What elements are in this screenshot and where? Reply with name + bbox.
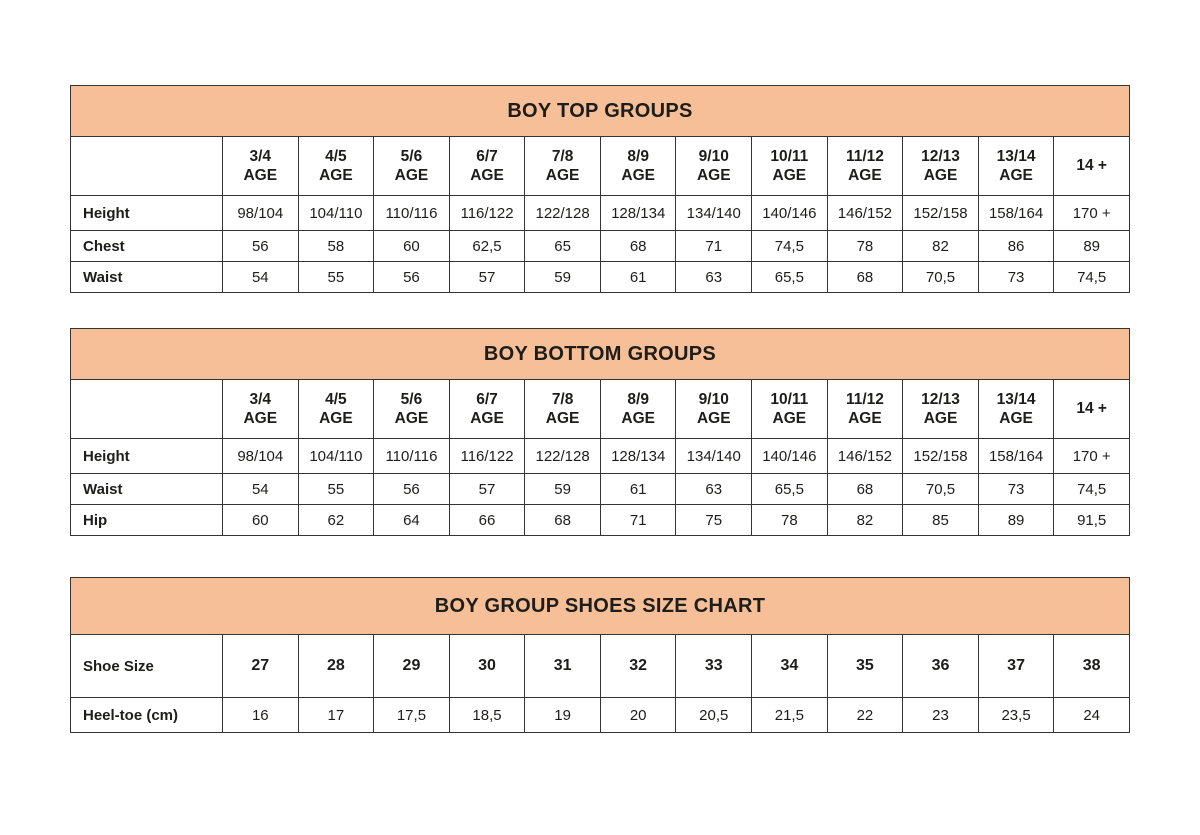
value-cell: 61 — [600, 262, 676, 293]
value-cell: 116/122 — [449, 439, 525, 474]
value-cell: 33 — [676, 635, 752, 698]
value-cell: 170 + — [1054, 196, 1130, 231]
age-column-header — [600, 137, 676, 196]
row-label: Waist — [71, 262, 223, 293]
table-title-row — [71, 86, 1130, 137]
age-range: 6/7 — [476, 147, 498, 165]
age-column-header — [298, 380, 374, 439]
age-range: 9/10 — [698, 390, 729, 408]
age-word: AGE — [999, 167, 1033, 184]
value-cell: 104/110 — [298, 196, 374, 231]
corner-cell — [71, 380, 223, 439]
age-column-header — [525, 137, 601, 196]
value-cell: 61 — [600, 474, 676, 505]
value-cell: 20,5 — [676, 698, 752, 733]
age-range: 12/13 — [921, 147, 960, 165]
value-cell: 57 — [449, 474, 525, 505]
age-word: AGE — [696, 410, 731, 427]
age-word: AGE — [545, 410, 580, 427]
value-cell: 56 — [374, 262, 450, 293]
value-cell: 89 — [978, 505, 1054, 536]
boy-top-groups-table — [70, 85, 1130, 293]
value-cell: 152/158 — [903, 439, 979, 474]
row-label: Height — [71, 439, 223, 474]
age-column-header — [676, 137, 752, 196]
value-cell: 17,5 — [374, 698, 450, 733]
value-cell: 31 — [525, 635, 601, 698]
age-range: 12/13 — [921, 390, 960, 408]
row-label: Hip — [71, 505, 223, 536]
value-cell: 140/146 — [752, 196, 828, 231]
value-cell: 34 — [752, 635, 828, 698]
age-range: 13/14 — [996, 147, 1036, 165]
age-range: 7/8 — [551, 390, 574, 408]
age-word: AGE — [319, 410, 353, 427]
value-cell: 75 — [676, 505, 752, 536]
value-cell: 71 — [600, 505, 676, 536]
age-column-header — [374, 137, 450, 196]
age-column-header — [1054, 137, 1130, 196]
value-cell: 17 — [298, 698, 374, 733]
measurement-row — [71, 231, 1130, 262]
age-range: 10/11 — [770, 390, 809, 408]
value-cell: 70,5 — [903, 262, 979, 293]
value-cell: 82 — [827, 505, 903, 536]
age-word: AGE — [243, 167, 278, 184]
age-column-header — [374, 380, 450, 439]
value-cell: 65,5 — [752, 262, 828, 293]
age-range: 4/5 — [325, 147, 347, 165]
age-range: 11/12 — [845, 147, 884, 165]
age-header-row — [71, 380, 1130, 439]
age-range: 4/5 — [325, 390, 347, 408]
size-table — [70, 328, 1130, 536]
value-cell: 110/116 — [374, 196, 450, 231]
value-cell: 27 — [223, 635, 299, 698]
age-column-header — [978, 137, 1054, 196]
table-title-row — [71, 578, 1130, 635]
age-word: AGE — [848, 167, 882, 184]
value-cell: 158/164 — [978, 196, 1054, 231]
age-column-header — [827, 380, 903, 439]
value-cell: 64 — [374, 505, 450, 536]
age-word: AGE — [621, 410, 655, 427]
measurement-row — [71, 505, 1130, 536]
value-cell: 16 — [223, 698, 299, 733]
age-word: AGE — [772, 167, 807, 184]
value-cell: 36 — [903, 635, 979, 698]
age-column-header — [752, 380, 828, 439]
age-word: AGE — [243, 410, 278, 427]
value-cell: 63 — [676, 474, 752, 505]
age-range: 3/4 — [249, 147, 272, 165]
age-range: 10/11 — [770, 147, 809, 165]
age-range: 13/14 — [996, 390, 1036, 408]
age-word: AGE — [621, 167, 655, 184]
value-cell: 73 — [978, 474, 1054, 505]
age-word: AGE — [319, 167, 353, 184]
value-cell: 74,5 — [1054, 262, 1130, 293]
value-cell: 134/140 — [676, 196, 752, 231]
value-cell: 110/116 — [374, 439, 450, 474]
value-cell: 60 — [374, 231, 450, 262]
row-label: Heel-toe (cm) — [71, 698, 223, 733]
size-table — [70, 85, 1130, 293]
value-cell: 21,5 — [752, 698, 828, 733]
value-cell: 71 — [676, 231, 752, 262]
age-range: 14 + — [1076, 400, 1107, 418]
value-cell: 65 — [525, 231, 601, 262]
boy-bottom-groups-table — [70, 328, 1130, 536]
value-cell: 55 — [298, 262, 374, 293]
age-column-header — [449, 380, 525, 439]
age-word: AGE — [394, 410, 429, 427]
value-cell: 63 — [676, 262, 752, 293]
age-word: AGE — [923, 167, 958, 184]
age-range: 14 + — [1076, 157, 1107, 175]
measurement-row — [71, 698, 1130, 733]
value-cell: 23,5 — [978, 698, 1054, 733]
value-cell: 146/152 — [827, 196, 903, 231]
measurement-row — [71, 474, 1130, 505]
value-cell: 68 — [600, 231, 676, 262]
age-range: 6/7 — [476, 390, 498, 408]
table-title: BOY GROUP SHOES SIZE CHART — [71, 578, 1130, 635]
age-column-header — [298, 137, 374, 196]
measurement-row — [71, 439, 1130, 474]
value-cell: 28 — [298, 635, 374, 698]
row-label: Height — [71, 196, 223, 231]
value-cell: 134/140 — [676, 439, 752, 474]
value-cell: 35 — [827, 635, 903, 698]
value-cell: 128/134 — [600, 439, 676, 474]
value-cell: 20 — [600, 698, 676, 733]
age-column-header — [1054, 380, 1130, 439]
row-label: Shoe Size — [71, 635, 223, 698]
age-column-header — [223, 380, 299, 439]
value-cell: 59 — [525, 474, 601, 505]
value-cell: 128/134 — [600, 196, 676, 231]
age-range: 7/8 — [551, 147, 574, 165]
value-cell: 55 — [298, 474, 374, 505]
size-table — [70, 577, 1130, 733]
value-cell: 60 — [223, 505, 299, 536]
age-column-header — [827, 137, 903, 196]
age-column-header — [525, 380, 601, 439]
value-cell: 62 — [298, 505, 374, 536]
value-cell: 68 — [827, 262, 903, 293]
value-cell: 89 — [1054, 231, 1130, 262]
value-cell: 146/152 — [827, 439, 903, 474]
value-cell: 30 — [449, 635, 525, 698]
age-column-header — [978, 380, 1054, 439]
value-cell: 32 — [600, 635, 676, 698]
value-cell: 104/110 — [298, 439, 374, 474]
age-word: AGE — [923, 410, 958, 427]
age-header-row — [71, 137, 1130, 196]
value-cell: 22 — [827, 698, 903, 733]
value-cell: 74,5 — [1054, 474, 1130, 505]
value-cell: 74,5 — [752, 231, 828, 262]
row-label: Chest — [71, 231, 223, 262]
age-column-header — [223, 137, 299, 196]
value-cell: 62,5 — [449, 231, 525, 262]
value-cell: 59 — [525, 262, 601, 293]
value-cell: 82 — [903, 231, 979, 262]
value-cell: 98/104 — [223, 196, 299, 231]
age-range: 8/9 — [627, 390, 649, 408]
value-cell: 24 — [1054, 698, 1130, 733]
age-column-header — [903, 380, 979, 439]
value-cell: 54 — [223, 474, 299, 505]
value-cell: 23 — [903, 698, 979, 733]
age-column-header — [752, 137, 828, 196]
value-cell: 122/128 — [525, 439, 601, 474]
value-cell: 85 — [903, 505, 979, 536]
measurement-row — [71, 262, 1130, 293]
age-range: 5/6 — [400, 390, 423, 408]
value-cell: 70,5 — [903, 474, 979, 505]
age-word: AGE — [470, 410, 504, 427]
corner-cell — [71, 137, 223, 196]
value-cell: 56 — [223, 231, 299, 262]
age-word: AGE — [470, 167, 504, 184]
age-column-header — [903, 137, 979, 196]
value-cell: 58 — [298, 231, 374, 262]
age-range: 3/4 — [249, 390, 272, 408]
value-cell: 37 — [978, 635, 1054, 698]
age-range: 9/10 — [698, 147, 729, 165]
age-range: 5/6 — [400, 147, 423, 165]
table-title-row — [71, 329, 1130, 380]
value-cell: 66 — [449, 505, 525, 536]
value-cell: 29 — [374, 635, 450, 698]
age-word: AGE — [999, 410, 1033, 427]
value-cell: 56 — [374, 474, 450, 505]
value-cell: 19 — [525, 698, 601, 733]
value-cell: 170 + — [1054, 439, 1130, 474]
value-cell: 68 — [525, 505, 601, 536]
table-title: BOY TOP GROUPS — [71, 86, 1130, 137]
measurement-row — [71, 635, 1130, 698]
value-cell: 68 — [827, 474, 903, 505]
value-cell: 73 — [978, 262, 1054, 293]
table-title: BOY BOTTOM GROUPS — [71, 329, 1130, 380]
age-word: AGE — [545, 167, 580, 184]
value-cell: 158/164 — [978, 439, 1054, 474]
value-cell: 98/104 — [223, 439, 299, 474]
age-word: AGE — [696, 167, 731, 184]
age-column-header — [676, 380, 752, 439]
measurement-row — [71, 196, 1130, 231]
age-range: 8/9 — [627, 147, 649, 165]
age-word: AGE — [848, 410, 882, 427]
value-cell: 78 — [827, 231, 903, 262]
age-word: AGE — [772, 410, 807, 427]
value-cell: 140/146 — [752, 439, 828, 474]
value-cell: 116/122 — [449, 196, 525, 231]
value-cell: 91,5 — [1054, 505, 1130, 536]
value-cell: 38 — [1054, 635, 1130, 698]
row-label: Waist — [71, 474, 223, 505]
age-range: 11/12 — [845, 390, 884, 408]
value-cell: 18,5 — [449, 698, 525, 733]
value-cell: 86 — [978, 231, 1054, 262]
value-cell: 57 — [449, 262, 525, 293]
age-word: AGE — [394, 167, 429, 184]
value-cell: 152/158 — [903, 196, 979, 231]
value-cell: 122/128 — [525, 196, 601, 231]
boy-shoes-size-table — [70, 577, 1130, 733]
age-column-header — [449, 137, 525, 196]
value-cell: 78 — [752, 505, 828, 536]
value-cell: 65,5 — [752, 474, 828, 505]
value-cell: 54 — [223, 262, 299, 293]
age-column-header — [600, 380, 676, 439]
